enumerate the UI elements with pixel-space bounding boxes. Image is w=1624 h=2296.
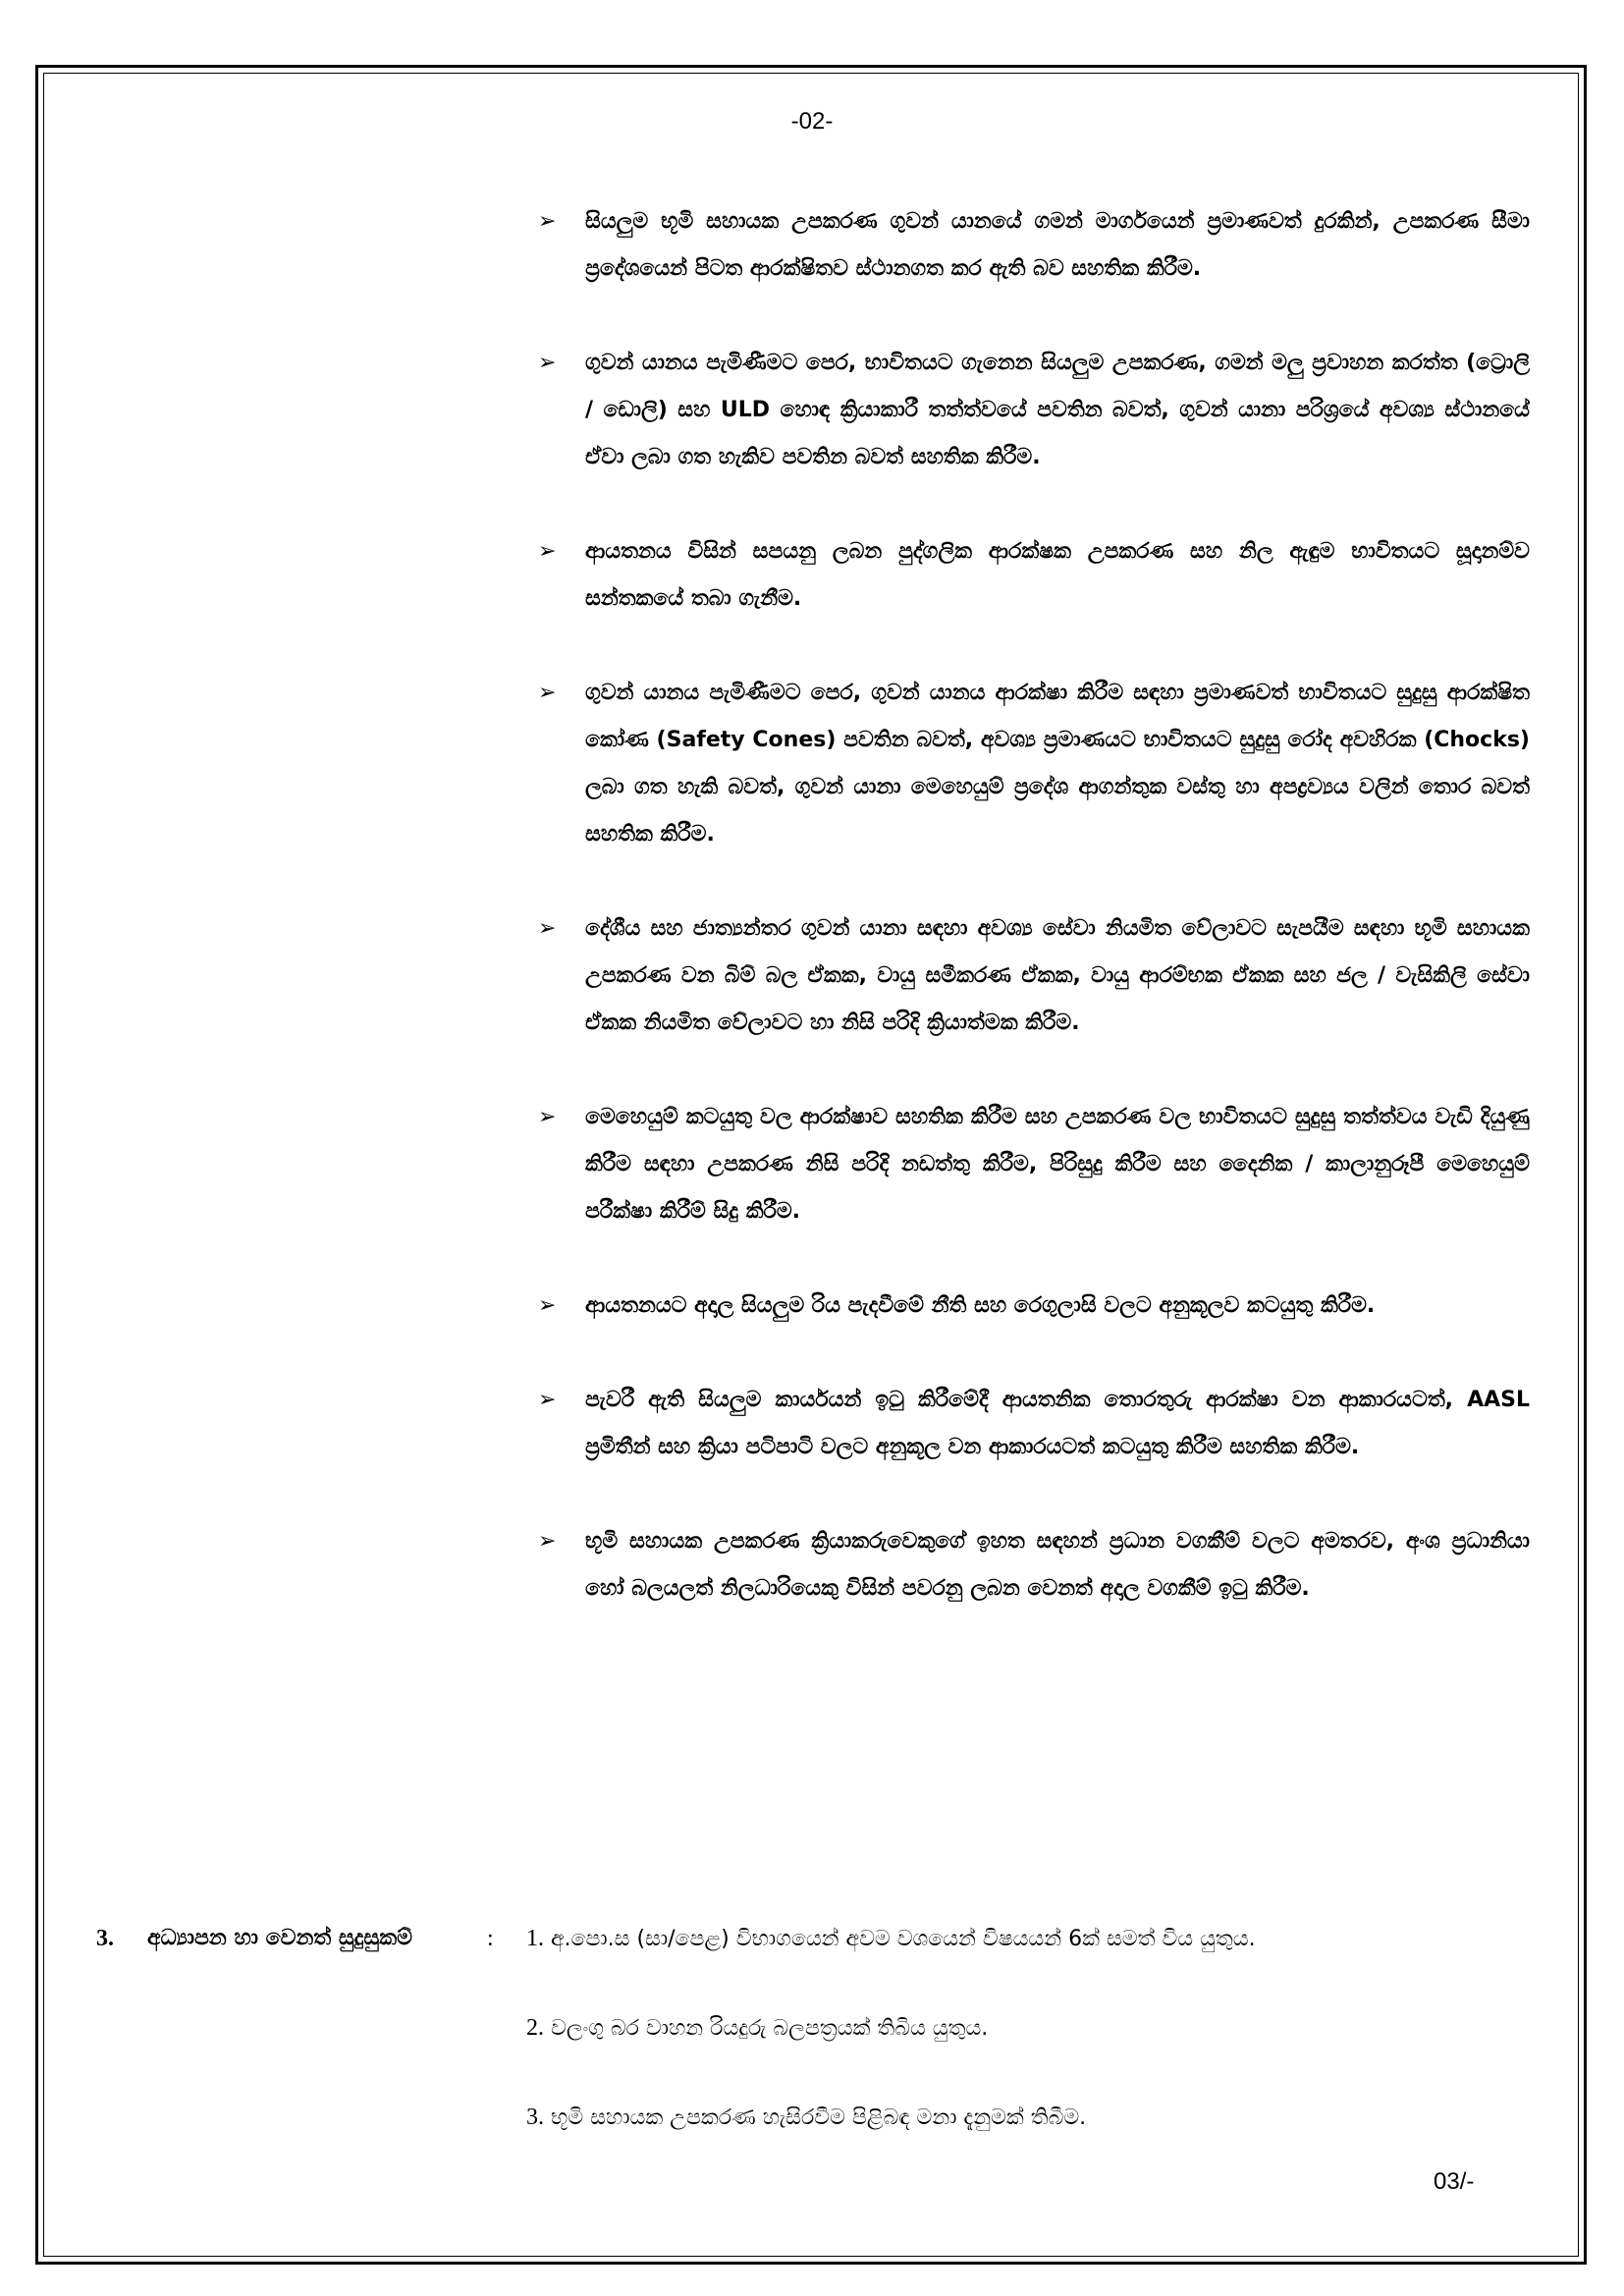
duty-item: ➢ මෙහෙයුම් කටයුතු වල ආරක්ෂාව සහතික කිරීම සහ උපකරණ වල භාවිතයට සුදුසු තත්ත්වය වැඩි දියුණු කිරීම සඳහා උපකරණ නිසි පරිදි නඩත්තු කිරීම, පිරිසුදු කිරීම සහ දෛනික / කාලානුරූපී මෙහෙයුම් පරීක්ෂා කිරීම් සිදු කිරීම. [538,1094,1530,1235]
arrow-bullet-icon: ➢ [538,1529,557,1554]
duty-item: ➢ සියලුම භූමි සහායක උපකරණ ගුවන් යානයේ ගමන් මාර්ගයෙන් ප්‍රමාණවත් දුරකින්, උපකරණ සීමා ප්‍රදේශයෙන් පිටත ආරක්ෂිතව ස්ථානගත කර ඇති බව සහතික කිරීම. [538,198,1530,293]
arrow-bullet-icon: ➢ [538,681,557,705]
arrow-bullet-icon: ➢ [538,351,557,375]
duty-item: ➢ භූමි සහායක උපකරණ ක්‍රියාකරුවෙකුගේ ඉහත සඳහන් ප්‍රධාන වගකීම් වලට අමතරව, අංශ ප්‍රධානියා හෝ බලයලත් නිලධාරියෙකු විසින් පවරනු ලබන වෙනත් අදාල වගකීම් ඉටු කිරීම. [538,1518,1530,1613]
section-title: අධ්‍යාපන හා වෙනත් සුදුසුකම් [147,1926,412,1950]
qualification-item: 3. භූමි සහායක උපකරණ හැසිරවීම පිළිබඳ මනා දැනුමක් තිබීම. [526,2105,1087,2130]
duty-item: ➢ ආයතනයට අදාල සියලුම රිය පැදවීමේ නීති සහ රෙගුලාසි වලට අනුකූලව කටයුතු කිරීම. [538,1283,1530,1330]
arrow-bullet-icon: ➢ [538,916,557,941]
duty-item: ➢ දේශීය සහ ජාත්‍යන්තර ගුවන් යානා සඳහා අවශ්‍ය සේවා නියමිත වේලාවට සැපයීම සඳහා භූමි සහායක උපකරණ වන බිම් බල ඒකක, වායු සමීකරණ ඒකක, වායු ආරම්භක ඒකක සහ ජල / වැසිකිලි සේවා ඒකක නියමිත වේලාවට හා නිසි පරිදි ක්‍රියාත්මක කිරීම. [538,905,1530,1047]
qualification-item: 1. අ.පො.ස (සා/පෙළ) විභාගයෙන් අවම වශයෙන් විෂයයන් 6ක් සමත් විය යුතුය. [526,1926,1256,1951]
section-colon: : [487,1926,494,1951]
duty-item: ➢ පැවරී ඇති සියලුම කාර්යයන් ඉටු කිරීමේදී ආයතනික තොරතුරු ආරක්ෂා වන ආකාරයටත්, AASL ප්‍රමිතීන් සහ ක්‍රියා පටිපාටි වලට අනුකූල වන ආකාරයටත් කටයුතු කිරීම සහතික කිරීම. [538,1377,1530,1471]
arrow-bullet-icon: ➢ [538,209,557,234]
duties-list [538,198,1530,1613]
duty-item: ➢ ගුවන් යානය පැමිණීමට පෙර, ගුවන් යානය ආරක්ෂා කිරීම සඳහා ප්‍රමාණවත් භාවිතයට සුදුසු ආරක්ෂිත කෝණ (Safety Cones) පවතින බවත්, අවශ්‍ය ප්‍රමාණයට භාවිතයට සුදුසු රෝද අවහිරක (Chocks) ලබා ගත හැකි බවත්, ගුවන් යානා මෙහෙයුම් ප්‍රදේශ ආගන්තුක වස්තු හා අපද්‍රව්‍යය වලින් තොර බවත් සහතික කිරීම. [538,670,1530,858]
section-number: 3. [96,1926,114,1951]
arrow-bullet-icon: ➢ [538,1388,557,1412]
page-number: -02- [790,108,834,135]
next-page-marker: 03/- [1434,2168,1475,2195]
arrow-bullet-icon: ➢ [538,1293,557,1318]
duty-item: ➢ ගුවන් යානය පැමිණීමට පෙර, භාවිතයට ගැනෙන සියලුම උපකරණ, ගමන් මලු ප්‍රවාහන කරත්ත (ට්‍රොලි / ඩොලි) සහ ULD හොඳ ක්‍රියාකාරී තත්ත්වයේ පවතින බවත්, ගුවන් යානා පරිශ්‍රයේ අවශ්‍ය ස්ථානයේ ඒවා ලබා ගත හැකිව පවතින බවත් සහතික කිරීම. [538,340,1530,481]
arrow-bullet-icon: ➢ [538,539,557,564]
arrow-bullet-icon: ➢ [538,1105,557,1129]
qualification-item: 2. වලංගු බර වාහන රියදුරු බලපත්‍රයක් තිබිය යුතුය. [526,2015,989,2041]
qualifications-list [526,1915,1567,2183]
duty-item: ➢ ආයතනය විසින් සපයනු ලබන පුද්ගලික ආරක්ෂක උපකරණ සහ නිල ඇඳුම භාවිතයට සූදානම්ව සන්තකයේ තබා ගැනීම. [538,528,1530,623]
